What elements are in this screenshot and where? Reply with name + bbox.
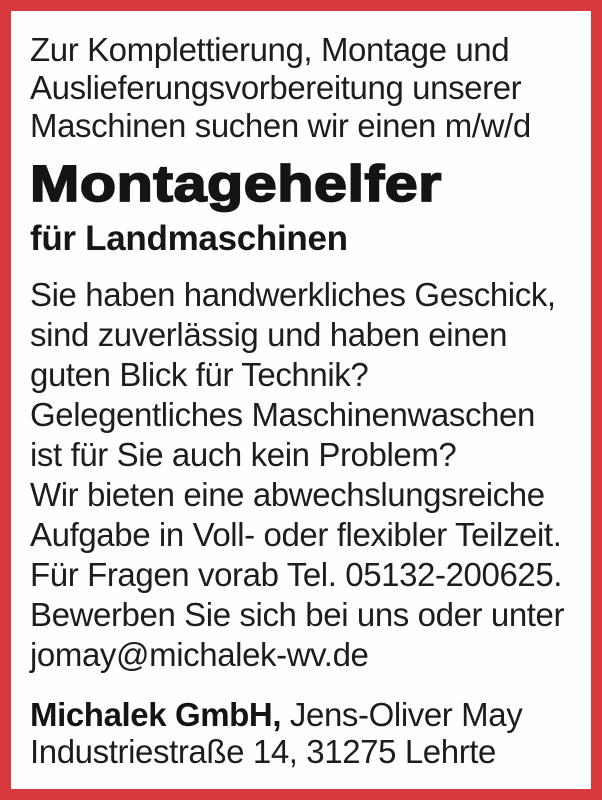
body-line-2: sind zuverlässig und haben einen	[30, 316, 508, 353]
company-address: Industriestraße 14, 31275 Lehrte	[30, 733, 497, 770]
body-line-3: guten Blick für Technik?	[30, 356, 369, 393]
footer-line-1	[30, 696, 575, 733]
body-line-7: Aufgabe in Voll- oder flexibler Teilzeit.	[30, 516, 562, 553]
footer-paragraph	[30, 696, 575, 770]
body-line-5: ist für Sie auch kein Problem?	[30, 436, 457, 473]
contact-person: Jens-Oliver May	[289, 696, 523, 733]
intro-line-1: Zur Komplettierung, Montage und	[30, 31, 510, 68]
body-line-1: Sie haben handwerkliches Geschick,	[30, 276, 556, 313]
job-subtitle: für Landmaschinen	[30, 219, 348, 258]
body-line-9: Bewerben Sie sich bei uns oder unter	[30, 596, 565, 633]
intro-paragraph	[30, 31, 575, 145]
body-paragraph	[30, 275, 575, 675]
intro-line-2: Auslieferungsvorbereitung unserer	[30, 69, 522, 106]
job-title: Montagehelfer	[30, 155, 442, 212]
company-name: Michalek GmbH,	[30, 696, 282, 733]
email-address: jomay@michalek-wv.de	[30, 636, 369, 673]
body-line-4: Gelegentliches Maschinenwaschen	[30, 396, 535, 433]
phone-line: Für Fragen vorab Tel. 05132-200625.	[30, 556, 563, 593]
body-line-6: Wir bieten eine abwechslungsreiche	[30, 476, 545, 513]
intro-line-3: Maschinen suchen wir einen m/w/d	[30, 107, 531, 144]
